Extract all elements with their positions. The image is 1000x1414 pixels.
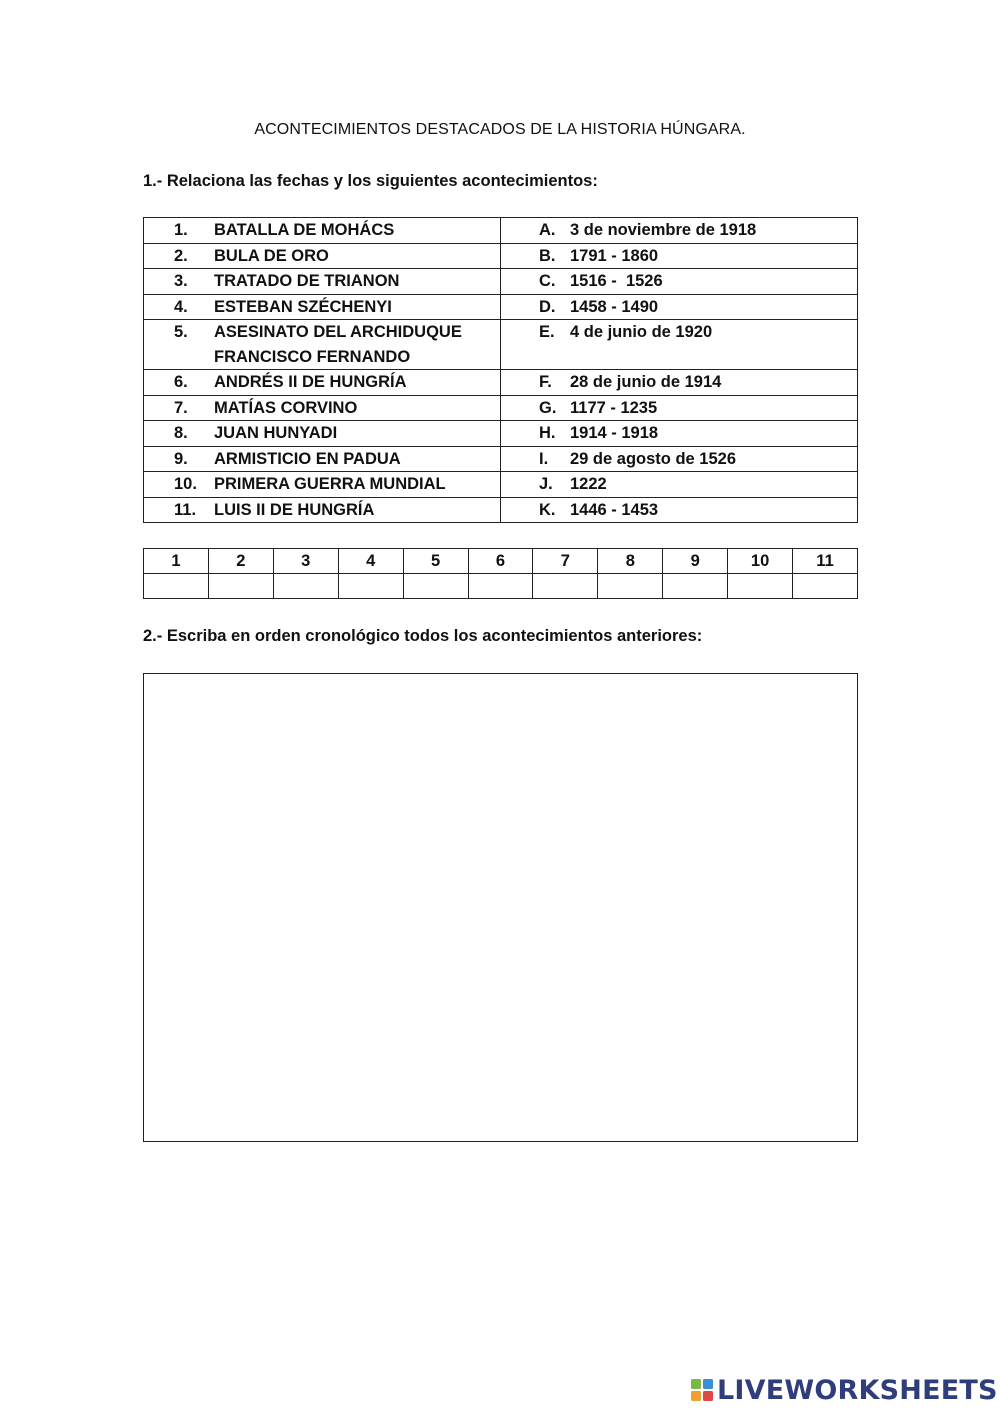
- event-name: JUAN HUNYADI: [214, 424, 338, 442]
- answer-input-cell[interactable]: [728, 574, 793, 599]
- event-cell: [144, 472, 501, 498]
- event-name: BATALLA DE MOHÁCS: [214, 221, 395, 239]
- date-cell: [501, 320, 858, 370]
- event-name: TRATADO DE TRIANON: [214, 272, 400, 290]
- answer-number: 1: [144, 549, 209, 574]
- match-row: [144, 446, 858, 472]
- date-value: 4 de junio de 1920: [570, 323, 713, 341]
- event-number: 6.: [174, 373, 188, 391]
- date-letter: D.: [539, 297, 556, 316]
- date-cell: [501, 269, 858, 295]
- answer-number: 4: [338, 549, 403, 574]
- date-value: 3 de noviembre de 1918: [570, 221, 757, 239]
- date-value: 29 de agosto de 1526: [570, 449, 736, 468]
- date-letter: J.: [539, 475, 553, 493]
- event-number: 9.: [174, 449, 188, 468]
- answer-number: 11: [793, 549, 858, 574]
- date-cell: [501, 218, 858, 244]
- event-cell: [144, 269, 501, 295]
- date-letter: I.: [539, 449, 549, 468]
- event-number: 1.: [174, 221, 188, 239]
- event-number: 5.: [174, 323, 188, 341]
- question-1-prompt: 1.- Relaciona las fechas y los siguientes acontecimientos:: [143, 172, 598, 190]
- match-row: [144, 218, 858, 244]
- event-number: 8.: [174, 424, 188, 442]
- date-value: 1458 - 1490: [570, 297, 659, 316]
- answer-number: 10: [728, 549, 793, 574]
- answer-number: 7: [533, 549, 598, 574]
- answer-number: 3: [273, 549, 338, 574]
- answer-number: 5: [403, 549, 468, 574]
- match-row: [144, 497, 858, 523]
- event-name: ASESINATO DEL ARCHIDUQUE: [214, 323, 462, 341]
- answer-input-cell[interactable]: [468, 574, 533, 599]
- date-letter: C.: [539, 272, 556, 290]
- event-number: 10.: [174, 475, 197, 493]
- answer-input-cell[interactable]: [338, 574, 403, 599]
- date-value: 1177 - 1235: [570, 398, 658, 417]
- date-cell: [501, 395, 858, 421]
- question-2-prompt: 2.- Escriba en orden cronológico todos los acontecimientos anteriores:: [143, 627, 703, 645]
- event-cell: [144, 395, 501, 421]
- date-letter: E.: [539, 323, 555, 341]
- date-cell: [501, 472, 858, 498]
- answer-number: 8: [598, 549, 663, 574]
- answer-header-row: [144, 549, 858, 574]
- date-cell: [501, 243, 858, 269]
- date-value: 1516 - 1526: [570, 272, 663, 290]
- answer-number: 9: [663, 549, 728, 574]
- match-row: [144, 421, 858, 447]
- event-cell: [144, 320, 501, 370]
- match-row: [144, 370, 858, 396]
- date-value: 1791 - 1860: [570, 246, 659, 265]
- date-cell: [501, 294, 858, 320]
- date-letter: H.: [539, 424, 556, 442]
- date-cell: [501, 370, 858, 396]
- answer-input-row: [144, 574, 858, 599]
- event-number: 4.: [174, 297, 188, 316]
- match-row: [144, 472, 858, 498]
- event-name: MATÍAS CORVINO: [214, 398, 358, 417]
- match-row: [144, 395, 858, 421]
- event-number: 11.: [174, 500, 197, 519]
- event-cell: [144, 421, 501, 447]
- date-value: 1914 - 1918: [570, 424, 659, 442]
- matching-table: [143, 217, 858, 523]
- answer-input-cell[interactable]: [273, 574, 338, 599]
- date-cell: [501, 421, 858, 447]
- event-name: ESTEBAN SZÉCHENYI: [214, 297, 392, 316]
- chronological-answer-box[interactable]: [143, 673, 858, 1142]
- match-row: [144, 243, 858, 269]
- answer-number: 2: [208, 549, 273, 574]
- event-name: ANDRÉS II DE HUNGRÍA: [214, 373, 407, 391]
- event-name-line-2: FRANCISCO FERNANDO: [214, 347, 411, 366]
- date-value: 28 de junio de 1914: [570, 373, 722, 391]
- answer-input-cell[interactable]: [144, 574, 209, 599]
- event-cell: [144, 370, 501, 396]
- answer-number: 6: [468, 549, 533, 574]
- date-cell: [501, 446, 858, 472]
- date-value: 1446 - 1453: [570, 500, 659, 519]
- event-cell: [144, 218, 501, 244]
- event-number: 2.: [174, 246, 188, 265]
- date-cell: [501, 497, 858, 523]
- answer-input-cell[interactable]: [598, 574, 663, 599]
- event-cell: [144, 497, 501, 523]
- answer-input-cell[interactable]: [663, 574, 728, 599]
- answer-input-cell[interactable]: [533, 574, 598, 599]
- event-name: ARMISTICIO EN PADUA: [214, 449, 401, 468]
- date-letter: F.: [539, 373, 552, 391]
- answer-input-cell[interactable]: [403, 574, 468, 599]
- liveworksheets-logo-icon: [690, 1378, 714, 1402]
- document-title: ACONTECIMIENTOS DESTACADOS DE LA HISTORIA HÚNGARA.: [254, 121, 746, 138]
- answer-input-cell[interactable]: [208, 574, 273, 599]
- event-number: 7.: [174, 398, 188, 417]
- event-cell: [144, 243, 501, 269]
- match-row: [144, 320, 858, 370]
- liveworksheets-brand: [690, 1374, 998, 1406]
- event-cell: [144, 446, 501, 472]
- event-number: 3.: [174, 272, 188, 290]
- answer-grid: [143, 548, 858, 599]
- event-name: LUIS II DE HUNGRÍA: [214, 500, 375, 519]
- brand-name: LIVEWORKSHEETS: [717, 1374, 998, 1406]
- match-row: [144, 269, 858, 295]
- event-name: PRIMERA GUERRA MUNDIAL: [214, 475, 446, 493]
- event-cell: [144, 294, 501, 320]
- event-name: BULA DE ORO: [214, 246, 329, 265]
- answer-input-cell[interactable]: [793, 574, 858, 599]
- date-letter: B.: [539, 246, 556, 265]
- date-letter: G.: [539, 398, 557, 417]
- match-row: [144, 294, 858, 320]
- date-letter: K.: [539, 500, 556, 519]
- date-letter: A.: [539, 221, 556, 239]
- date-value: 1222: [570, 475, 607, 493]
